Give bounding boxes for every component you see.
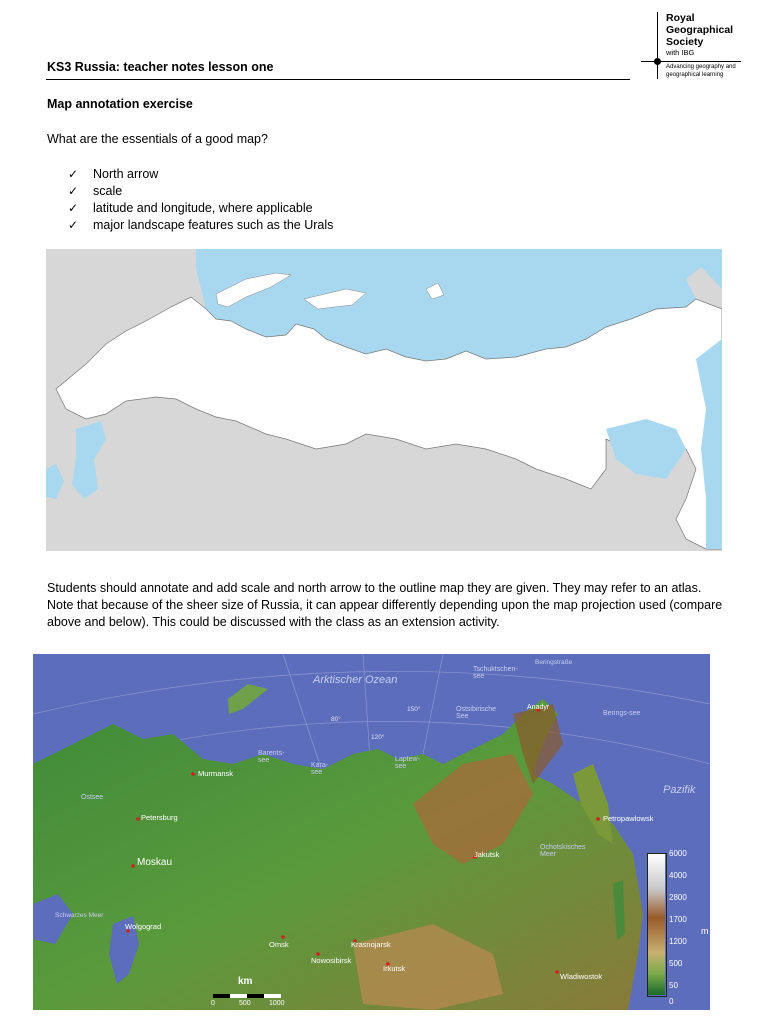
logo-sub: with IBG <box>666 48 695 57</box>
legend-tick: 1200 <box>669 937 687 946</box>
pacific-label: Pazifik <box>663 784 696 796</box>
sea-label: Kara-see <box>311 762 329 776</box>
city-dot <box>555 970 559 974</box>
logo-dot <box>654 58 661 65</box>
section-heading: Map annotation exercise <box>47 97 193 111</box>
header-rule <box>46 79 630 80</box>
legend-tick: 1700 <box>669 915 687 924</box>
document-title: KS3 Russia: teacher notes lesson one <box>47 60 274 74</box>
logo-tagline: Advancing geography and geographical learning <box>666 64 736 78</box>
sea-label: Ochotskisches Meer <box>540 844 586 858</box>
scale-tick: 500 <box>239 1000 251 1007</box>
city-label: Petropawlowsk <box>603 814 654 823</box>
city-label: Petersburg <box>141 813 178 822</box>
city-label: Omsk <box>269 940 289 949</box>
question-text: What are the essentials of a good map? <box>47 132 268 146</box>
outline-map-svg <box>46 249 722 551</box>
sea-label: Barents-see <box>258 750 285 764</box>
city-label: Murmansk <box>198 769 234 778</box>
checkmark-icon: ✓ <box>68 218 79 232</box>
checklist-item: ✓ North arrow <box>68 167 159 181</box>
city-label: Wolgograd <box>125 922 162 931</box>
essentials-checklist <box>68 166 333 234</box>
instruction-paragraph: Students should annotate and add scale and north arrow to the outline map they are given. They may refer to an atlas. Note that because of the sheer size of Russia, it can appear differently depending upon the map projection used (compare above and below). This could be discussed with the class as an extension activity. <box>47 581 723 629</box>
sea-label: Beringstraße <box>535 659 573 666</box>
city-dot <box>596 817 600 821</box>
legend-tick: 500 <box>669 959 683 968</box>
checklist-item: ✓ scale <box>68 184 123 198</box>
elevation-legend <box>647 853 667 997</box>
sea-label: Berings-see <box>603 710 641 717</box>
checkmark-icon: ✓ <box>68 184 79 198</box>
city-label: Moskau <box>137 857 173 868</box>
scale-tick: 0 <box>211 1000 215 1007</box>
checklist-item: ✓ major landscape features such as the Urals <box>68 218 334 232</box>
legend-tick: 6000 <box>669 849 687 858</box>
legend-tick: 50 <box>669 981 678 990</box>
city-dot <box>136 817 140 821</box>
graticule-label: 150° <box>407 706 421 713</box>
city-label: Nowosibirsk <box>311 956 352 965</box>
relief-map-russia <box>33 654 710 1010</box>
city-dot <box>131 864 135 868</box>
city-label: Wladiwostok <box>560 972 603 981</box>
legend-tick: 0 <box>669 997 674 1006</box>
checkmark-icon: ✓ <box>68 167 79 181</box>
sea-label: Laptew-see <box>395 756 420 770</box>
city-label: Krasnojarsk <box>351 940 391 949</box>
city-dot <box>281 935 285 939</box>
city-label: Jakutsk <box>474 850 500 859</box>
scale-bar-segment <box>230 994 247 998</box>
outline-map-russia <box>46 249 722 551</box>
city-dot <box>191 772 195 776</box>
sea-label: Ostsibirische See <box>456 706 497 720</box>
sea-label: Ostsee <box>81 794 104 801</box>
ocean-label: Arktischer Ozean <box>313 674 398 686</box>
legend-tick: 4000 <box>669 871 687 880</box>
logo-name: Royal Geographical Society <box>666 12 734 48</box>
checkmark-icon: ✓ <box>68 201 79 215</box>
city-label: Anadyr <box>527 704 550 711</box>
legend-tick: 2800 <box>669 893 687 902</box>
logo-vertical-line <box>657 12 658 79</box>
scale-bar-segment <box>264 994 281 998</box>
graticule-label: 120° <box>371 734 385 741</box>
checklist-item: ✓ latitude and longitude, where applicable <box>68 201 313 215</box>
sea-label: Schwarzes Meer <box>55 912 104 919</box>
graticule-label: 80° <box>331 716 341 723</box>
scale-tick: 1000 <box>269 1000 285 1007</box>
scale-unit: km <box>238 976 253 987</box>
city-label: Irkutsk <box>383 964 406 973</box>
relief-map-svg <box>33 654 710 1010</box>
sea-label: Tschuktschen-see <box>473 666 518 680</box>
legend-unit: m <box>701 926 709 936</box>
